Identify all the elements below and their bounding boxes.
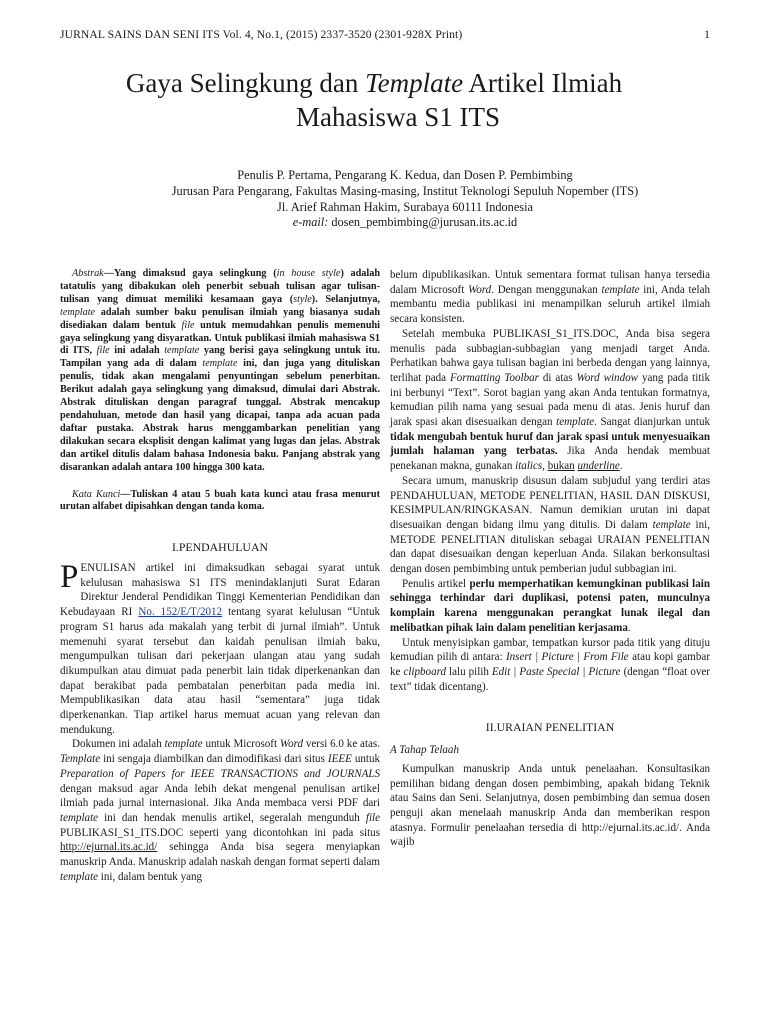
body-italic: Word <box>468 283 492 296</box>
body-italic: template <box>60 811 99 824</box>
body-text: PUBLIKASI_S1_ITS.DOC seperti yang dicontohkan ini pada situs <box>60 826 380 839</box>
abstract-label: Abstrak <box>72 268 104 279</box>
author-affiliation: Jurusan Para Pengarang, Fakultas Masing-masing, Institut Teknologi Sepuluh Nopember (ITS) <box>171 183 639 198</box>
page-number: 1 <box>704 28 710 41</box>
body-text: ini dan hendak menulis artikel, segeralah mengunduh <box>98 811 366 824</box>
author-block <box>120 168 690 231</box>
body-text: tentang syarat kelulusan “Untuk program S1 harus ada makalah yang terbit di jurnal ilmiah”. Untuk memenuhi syarat tersebut dan kaidah penulisan ilmiah baku, mengumpulkan tulisan dari pekerjaan ulangan atau yang sudah dikumpulkan atau dimuat pada penerbit lain tidak diperkenankan dan dapat berakibat pada pembatalan penerbitan pada media ini. Mempublikasikan data atau hasil “sementara” juga tidak diperkenankan. Tiap artikel harus memuat acuan yang relevan dan mendukung. <box>60 606 380 736</box>
abstract-italic: style <box>293 293 312 305</box>
body-text: (dengan “float over text” tidak dicentang). <box>390 665 710 693</box>
abstract-text: adalah sumber baku penulisan ilmiah yang biasanya sudah disediakan dalam bentuk <box>60 306 380 331</box>
title-italic: Template <box>365 68 464 98</box>
body-italic: italics <box>515 460 543 473</box>
body-text: Secara umum, manuskrip disusun dalam subjudul yang terdiri atas PENDAHULUAN, METODE PENELITIAN, HASIL DAN DISKUSI, KESIMPULAN/RINGKASAN. Namun demikian urutan ini dapat disesuaikan dengan bidang ilmu yang ditulis. Di dalam <box>390 474 710 531</box>
author-email-line <box>120 215 690 231</box>
body-italic: Formatting Toolbar <box>450 371 539 384</box>
abstract-text: ini adalah <box>109 345 165 357</box>
keywords-label: Kata Kunci <box>72 488 121 500</box>
keywords <box>60 489 380 515</box>
body-text: ini sengaja diambilkan dan dimodifikasi dari situs <box>100 753 328 766</box>
body-text: dengan maksud agar Anda lebih dekat mengenal penulisan artikel ilmiah pada jurnal internasional. Jika Anda membaca versi PDF dari <box>60 782 380 810</box>
journal-citation: JURNAL SAINS DAN SENI ITS Vol. 4, No.1, (2015) 2337-3520 (2301-928X Print) <box>60 28 463 41</box>
title-line-1 <box>0 66 768 100</box>
right-paragraph-5 <box>390 636 710 695</box>
body-italic: Insert | Picture | From File <box>505 651 629 664</box>
body-text: untuk Microsoft <box>202 738 280 751</box>
body-text: Jika Anda hendak membuat penekanan makna, gunakan <box>390 445 710 473</box>
right-paragraph-6: Kumpulkan manuskrip Anda untuk penelaahan. Konsultasikan pemilihan bidang dengan dosen pembimbing, apakah bidang Teknik atau Sains dan Seni. Selanjutnya, dosen pembimbing dan semua dosen penguji akan menelaah manuskrip Anda dan memberikan respon atasnya. Formulir penelaahan tersedia di http://ejurnal.its.ac.id/. Anda wajib <box>390 762 710 849</box>
body-italic: template <box>601 283 640 296</box>
right-paragraph-4 <box>390 577 710 636</box>
ejurnal-link[interactable]: http://ejurnal.its.ac.id/ <box>60 841 158 854</box>
body-italic: template <box>164 738 203 751</box>
body-text: atau kopi gambar ke <box>390 651 711 678</box>
body-text: sehingga Anda bisa segera menyiapkan manuskrip Anda. Manuskrip adalah naskah dengan format seperti dalam <box>60 841 380 869</box>
abstract-text: untuk memudahkan penulis memenuhi gaya selingkung yang disyaratkan. Untuk publikasi ilmiah mahasiswa S1 di ITS, <box>60 319 381 357</box>
body-italic: clipboard <box>403 665 447 678</box>
author-address: Jl. Arief Rahman Hakim, Surabaya 60111 Indonesia <box>277 199 533 214</box>
abstract-italic: template <box>60 306 96 318</box>
body-text: Setelah membuka PUBLIKASI_S1_ITS.DOC, Anda bisa segera menulis pada subbagian-subbagian yang menjadi target Anda. Perhatikan bahwa gaya tulisan bagian ini berbeda dengan yang lainnya, terlihat pada <box>390 327 710 384</box>
body-text: ENULISAN artikel ini dimaksudkan sebagai syarat untuk kelulusan mahasiswa S1 ITS menindaklanjuti Surat Edaran Direktur Jenderal Pendidikan Tinggi Kementerian Pendidikan dan Kebudayaan RI <box>60 562 380 619</box>
regulation-link[interactable]: No. 152/E/T/2012 <box>138 606 223 619</box>
body-italic: Word window <box>576 371 638 384</box>
body-underline: bukan <box>547 460 575 473</box>
title-text: Gaya Selingkung dan <box>125 68 366 98</box>
right-column <box>390 268 710 850</box>
intro-paragraph-2 <box>60 737 380 884</box>
drop-cap: P <box>60 559 79 596</box>
section-heading-methods: II.URAIAN PENELITIAN <box>485 720 615 735</box>
title-line-2: Mahasiswa S1 ITS <box>296 102 500 132</box>
abstract-text: —Yang dimaksud gaya selingkung ( <box>103 268 277 279</box>
body-text: Untuk menyisipkan gambar, tempatkan kursor pada titik yang dituju kemudian pilih di antara: <box>390 636 710 664</box>
body-bold: perlu memperhatikan kemungkinan publikasi lain sehingga terhindar dari duplikasi, potensi paten, munculnya komplain karena menggunakan perangkat lunak ilegal dan melibatkan pihak lain dalam penelitian kerjasama <box>390 577 710 634</box>
body-bold: tidak mengubah bentuk huruf dan jarak spasi untuk menyesuaikan jumlah halaman yang terbatas. <box>390 430 710 458</box>
body-text: lalu pilih <box>446 665 492 678</box>
title-text: Artikel Ilmiah <box>463 68 623 98</box>
body-text: untuk <box>351 753 380 766</box>
abstract-text: ) adalah tatatulis yang dibakukan oleh penerbit sebuah tulisan agar tulisan-tulisan yang dimuat memiliki kesamaan gaya ( <box>60 268 380 305</box>
abstract-italic: template <box>202 358 238 370</box>
body-text: . <box>627 621 631 634</box>
body-text: di atas <box>538 371 577 384</box>
abstract-text: ini, dan juga yang dituliskan penulis, tidak akan mengalami penyuntingan sebelum penerbitan. Berikut adalah gaya selingkung yang dimaksud, dimulai dari Abstrak. Abstrak dituliskan dengan paragraf tunggal. Abstrak mencakup pendahuluan, metode dan hasil yang dicapai, tanpa ada acuan pada daftar pustaka. Abstrak harus menggambarkan penelitian yang dilakukan secara eksplisit dengan kalimat yang lugas dan jelas. Abstrak dan artikel ditulis dalam bahasa Indonesia baku. Panjang abstrak yang disarankan adalah antara 100 hingga 300 kata. <box>60 358 380 473</box>
abstract <box>60 268 380 475</box>
author-email: dosen_pembimbing@jurusan.its.ac.id <box>331 215 518 230</box>
left-column <box>60 268 380 884</box>
body-italic: IEEE <box>327 753 352 766</box>
body-text: yang pada titik ini berbunyi “Text”. Sorot bagian yang akan Anda tentukan formatnya, kemudian pilih nama yang sesuai pada menu di atas. Jenis huruf dan jarak spasi akan disesuaikan dengan <box>390 371 710 429</box>
body-text: ini, METODE PENELITIAN dituliskan sebagai URAIAN PENELITIAN dan dapat disesuaikan dengan keperluan Anda. Silakan berkonsultasi dengan dosen pembimbing untuk pemberian judul subbagian ini. <box>390 518 710 576</box>
body-text: ini, dalam bentuk yang <box>98 870 203 883</box>
abstract-italic: in house style <box>276 268 341 279</box>
abstract-text: yang berisi gaya selingkung untuk itu. Tampilan yang ada di dalam <box>60 345 380 370</box>
subsection-heading: A Tahap Telaah <box>390 744 459 757</box>
abstract-italic: template <box>164 345 200 357</box>
running-header <box>60 28 710 41</box>
body-italic: Word <box>279 738 303 751</box>
author-names: Penulis P. Pertama, Pengarang K. Kedua, dan Dosen P. Pembimbing <box>237 168 573 182</box>
body-text: Penulis artikel <box>402 577 470 590</box>
body-italic: Edit | Paste Special | Picture <box>491 665 621 678</box>
body-text: . <box>619 460 623 473</box>
email-label: e-mail: <box>292 215 329 230</box>
abstract-italic: file <box>96 345 110 357</box>
body-text: belum dipublikasikan. Untuk sementara format tulisan hanya tersedia dalam Microsoft <box>390 269 710 296</box>
body-italic: Preparation of Papers for IEEE TRANSACTIONS and JOURNALS <box>60 767 380 780</box>
abstract-text: ). Selanjutnya, <box>311 293 380 305</box>
right-paragraph-3 <box>390 474 710 577</box>
intro-paragraph-1 <box>60 561 380 737</box>
body-text: versi 6.0 ke atas. <box>303 738 380 751</box>
body-italic: underline <box>577 460 620 473</box>
body-italic: template <box>652 518 691 531</box>
body-text: . Dengan menggunakan <box>491 283 602 296</box>
body-italic: template <box>60 870 99 883</box>
right-paragraph-2 <box>390 327 710 474</box>
body-text: Dokumen ini adalah <box>72 738 165 751</box>
paper-title <box>0 66 768 134</box>
body-italic: template <box>556 416 595 429</box>
section-heading-introduction: I.PENDAHULUAN <box>171 540 268 555</box>
right-paragraph-1 <box>390 268 710 327</box>
body-italic: file <box>365 811 380 824</box>
body-text: ini, Anda telah membantu media publikasi ini menampilkan seluruh artikel ilmiah secara konsisten. <box>390 283 711 326</box>
abstract-italic: file <box>181 319 195 331</box>
keywords-text: —Tuliskan 4 atau 5 buah kata kunci atau frasa menurut urutan alfabet dipisahkan dengan tanda koma. <box>60 488 380 513</box>
body-text: . Sangat dianjurkan untuk <box>594 416 710 429</box>
body-text: , <box>542 460 548 473</box>
body-italic: Template <box>60 753 101 766</box>
